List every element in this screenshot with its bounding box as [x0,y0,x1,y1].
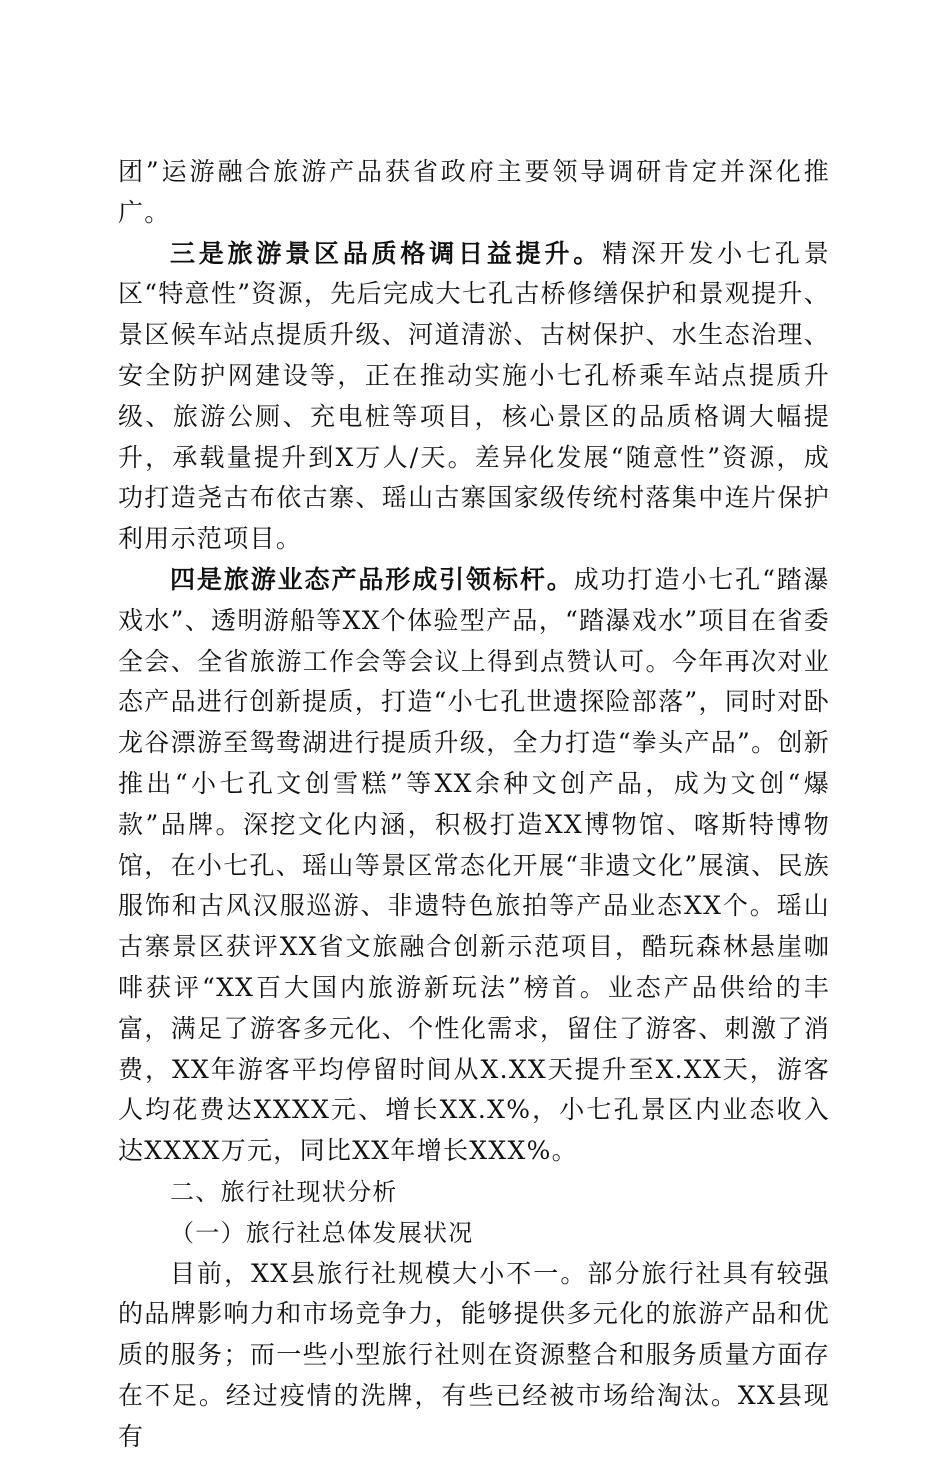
paragraph-lead: 三是旅游景区品质格调日益提升。 [170,238,603,268]
paragraph-product-format [118,560,830,1172]
paragraph-continuation [118,152,830,234]
section-heading: 二、旅行社现状分析 [170,1177,398,1206]
paragraph-text: 团”运游融合旅游产品获省政府主要领导调研肯定并深化推广。 [118,157,830,227]
paragraph-scenic-quality [118,234,830,560]
document-page [118,152,830,1458]
subsection-heading: （一）旅行社总体发展状况 [170,1218,474,1247]
paragraph-travel-agency [118,1254,830,1458]
paragraph-lead: 四是旅游业态产品形成引领标杆。 [170,564,574,594]
paragraph-text: 目前，XX县旅行社规模大小不一。部分旅行社具有较强的品牌影响力和市场竞争力，能够提供多元化的旅游产品和优质的服务；而一些小型旅行社则在资源整合和服务质量方面存在不足。经过疫情的洗牌，有些已经被市场给淘汰。XX县现有 [118,1258,830,1451]
paragraph-text: 成功打造小七孔“踏瀑戏水”、透明游船等XX个体验型产品，“踏瀑戏水”项目在省委全会、全省旅游工作会等会议上得到点赞认可。今年再次对业态产品进行创新提质，打造“小七孔世遗探险部落”，同时对卧龙谷漂游至鸳鸯湖进行提质升级，全力打造“拳头产品”。创新推出“小七孔文创雪糕”等XX余种文创产品，成为文创“爆款”品牌。深挖文化内涵，积极打造XX博物馆、喀斯特博物馆，在小七孔、瑶山等景区常态化开展“非遗文化”展演、民族服饰和古风汉服巡游、非遗特色旅拍等产品业态XX个。瑶山古寨景区获评XX省文旅融合创新示范项目，酷玩森林悬崖咖啡获评“XX百大国内旅游新玩法”榜首。业态产品供给的丰富，满足了游客多元化、个性化需求，留住了游客、刺激了消费，XX年游客平均停留时间从X.XX天提升至X.XX天，游客人均花费达XXXX元、增长XX.X%，小七孔景区内业态收入达XXXX万元，同比XX年增长XXX%。 [118,564,830,1166]
paragraph-text: 精深开发小七孔景区“特意性”资源，先后完成大七孔古桥修缮保护和景观提升、景区候车站点提质升级、河道清淤、古树保护、水生态治理、安全防护网建设等，正在推动实施小七孔桥乘车站点提质升级、旅游公厕、充电桩等项目，核心景区的品质格调大幅提升，承载量提升到X万人/天。差异化发展“随意性”资源，成功打造尧古布依古寨、瑶山古寨国家级传统村落集中连片保护利用示范项目。 [118,238,830,554]
